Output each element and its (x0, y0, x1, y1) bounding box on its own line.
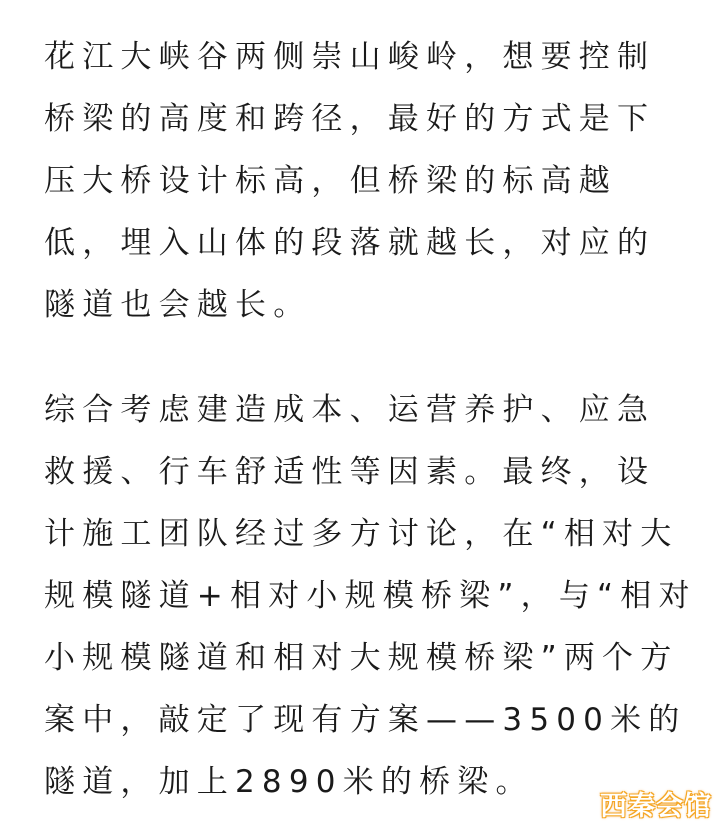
paragraph-line: 桥梁的高度和跨径，最好的方式是下 (44, 101, 656, 137)
paragraph-line: 隧道也会越长。 (44, 287, 312, 323)
paragraph-1 (44, 26, 655, 336)
paragraph-line: 计施工团队经过多方讨论，在“相对大 (44, 516, 679, 552)
paragraph-line: 隧道，加上2890米的桥梁。 (44, 764, 534, 800)
paragraph-line: 小规模隧道和相对大规模桥梁”两个方 (44, 640, 679, 676)
paragraph-line: 救援、行车舒适性等因素。最终，设 (44, 454, 656, 490)
watermark-logo: 西秦会馆 (600, 791, 712, 822)
paragraph-line: 综合考虑建造成本、运营养护、应急 (44, 392, 656, 428)
paragraph-2 (44, 379, 697, 813)
paragraph-line: 规模隧道+相对小规模桥梁”，与“相对 (44, 578, 697, 614)
paragraph-line: 压大桥设计标高，但桥梁的标高越 (44, 163, 617, 199)
paragraph-line: 花江大峡谷两侧崇山峻岭，想要控制 (44, 39, 656, 75)
paragraph-line: 案中，敲定了现有方案——3500米的 (44, 702, 687, 738)
paragraph-line: 低，埋入山体的段落就越长，对应的 (44, 225, 656, 261)
